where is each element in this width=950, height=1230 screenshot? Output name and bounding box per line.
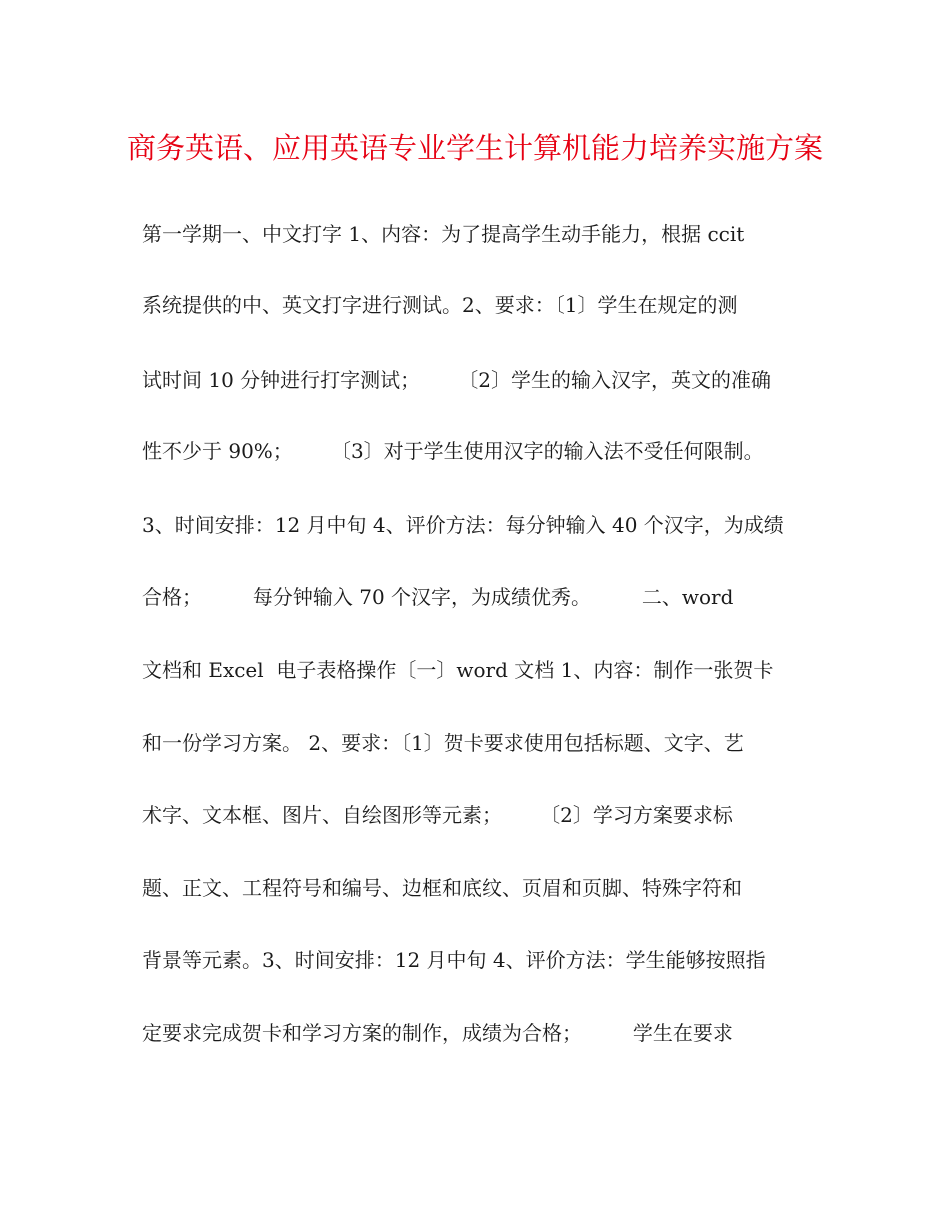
document-title: 商务英语、应用英语专业学生计算机能力培养实施方案 <box>126 131 823 165</box>
body-line-8: 和一份学习方案。 2、要求：〔1〕贺卡要求使用包括标题、文字、艺 <box>142 731 744 755</box>
body-line-2: 系统提供的中、英文打字进行测试。2、要求：〔1〕学生在规定的测 <box>142 293 738 317</box>
body-line-9: 术字、文本框、图片、自绘图形等元素； 〔2〕学习方案要求标 <box>142 803 733 827</box>
body-line-11: 背景等元素。3、时间安排：12 月中旬 4、评价方法：学生能够按照指 <box>142 948 766 972</box>
body-line-6: 合格； 每分钟输入 70 个汉字，为成绩优秀。 二、word <box>142 585 734 609</box>
body-line-3: 试时间 10 分钟进行打字测试； 〔2〕学生的输入汉字，英文的准确 <box>142 368 772 392</box>
body-line-1: 第一学期一、中文打字 1、内容：为了提高学生动手能力，根据 ccit <box>142 222 745 246</box>
body-line-12: 定要求完成贺卡和学习方案的制作，成绩为合格； 学生在要求 <box>142 1021 733 1045</box>
body-line-4: 性不少于 90%； 〔3〕对于学生使用汉字的输入法不受任何限制。 <box>142 439 764 463</box>
body-line-7: 文档和 Excel 电子表格操作〔一〕word 文档 1、内容：制作一张贺卡 <box>142 658 774 682</box>
body-line-10: 题、正文、工程符号和编号、边框和底纹、页眉和页脚、特殊字符和 <box>142 876 742 900</box>
body-line-5: 3、时间安排：12 月中旬 4、评价方法：每分钟输入 40 个汉字，为成绩 <box>142 513 784 537</box>
